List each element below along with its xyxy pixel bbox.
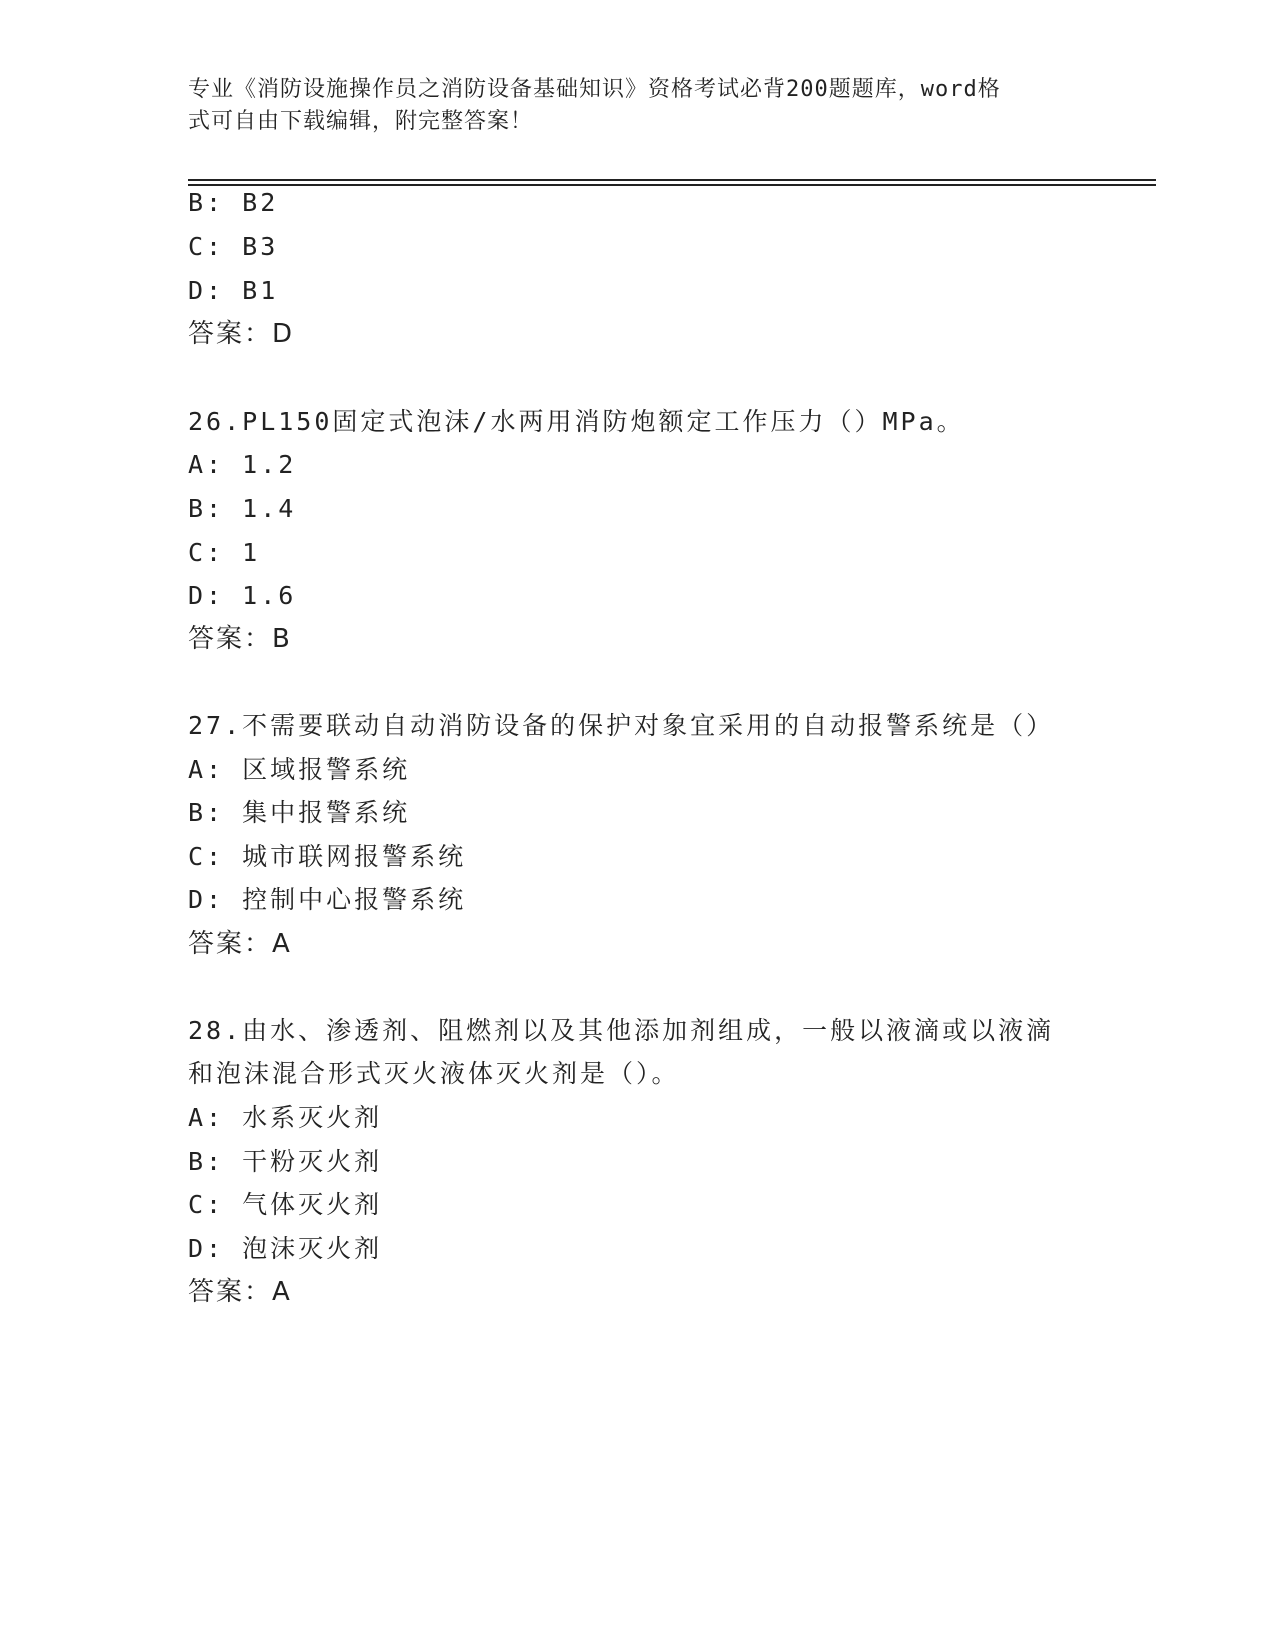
header-divider-bottom bbox=[188, 184, 1156, 186]
q28-option-a: A: 水系灭火剂 bbox=[188, 1103, 383, 1132]
q27-stem: 27.不需要联动自动消防设备的保护对象宜采用的自动报警系统是（） bbox=[188, 711, 1055, 740]
q26-option-d: D: 1.6 bbox=[188, 581, 297, 610]
q26-option-b: B: 1.4 bbox=[188, 494, 297, 523]
document-header bbox=[188, 74, 1068, 138]
q28-stem-line-1: 28.由水、渗透剂、阻燃剂以及其他添加剂组成，一般以液滴或以液滴 bbox=[188, 1016, 1055, 1045]
header-line-1: 专业《消防设施操作员之消防设备基础知识》资格考试必背200题题库，word格 bbox=[188, 77, 1001, 102]
header-line-2: 式可自由下载编辑，附完整答案！ bbox=[188, 109, 534, 134]
q25-option-b: B: B2 bbox=[188, 188, 279, 217]
q25-option-c: C: B3 bbox=[188, 232, 279, 261]
header-divider-top bbox=[188, 179, 1156, 181]
q28-option-b: B: 干粉灭火剂 bbox=[188, 1147, 383, 1176]
q28-stem-line-2: 和泡沫混合形式灭火液体灭火剂是（）。 bbox=[188, 1059, 680, 1088]
q27-answer: 答案：A bbox=[188, 929, 292, 959]
q25-option-d: D: B1 bbox=[188, 276, 279, 305]
q27-option-c: C: 城市联网报警系统 bbox=[188, 842, 467, 871]
q27-option-b: B: 集中报警系统 bbox=[188, 798, 411, 827]
q27-option-d: D: 控制中心报警系统 bbox=[188, 885, 467, 914]
q27-option-a: A: 区域报警系统 bbox=[188, 755, 411, 784]
q26-option-a: A: 1.2 bbox=[188, 450, 297, 479]
q26-answer: 答案：B bbox=[188, 624, 292, 654]
q26-option-c: C: 1 bbox=[188, 538, 261, 567]
q28-answer: 答案：A bbox=[188, 1277, 292, 1307]
q28-option-c: C: 气体灭火剂 bbox=[188, 1190, 383, 1219]
q28-option-d: D: 泡沫灭火剂 bbox=[188, 1234, 383, 1263]
q26-stem: 26.PL150固定式泡沫/水两用消防炮额定工作压力（）MPa。 bbox=[188, 407, 965, 436]
q25-answer: 答案：D bbox=[188, 319, 295, 349]
